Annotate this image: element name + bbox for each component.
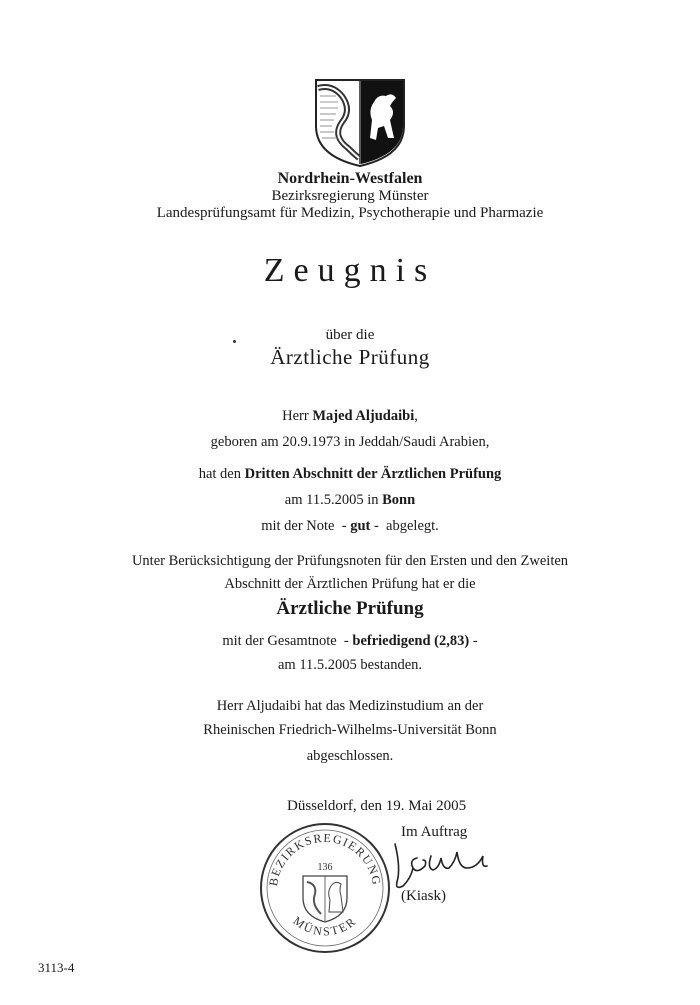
seal-top-text: BEZIRKSREGIERUNG <box>266 830 384 887</box>
date-place-line <box>0 492 700 509</box>
holder-name: Majed Aljudaibi <box>312 408 415 424</box>
document-number: 3113-4 <box>38 960 75 975</box>
study-line-3: abgeschlossen. <box>306 748 394 764</box>
authority-name: Bezirksregierung Münster <box>271 188 429 204</box>
holder-line <box>0 408 700 425</box>
grade-line <box>0 518 700 535</box>
exam-pre: hat den <box>198 466 245 482</box>
exam-name: Dritten Abschnitt der Ärztlichen Prüfung <box>244 466 502 482</box>
place-date: Düsseldorf, den 19. Mai 2005 <box>287 798 467 814</box>
grade-pre: mit der Note - <box>261 518 351 534</box>
date-pre: am 11.5.2005 in <box>284 492 383 508</box>
total-grade: befriedigend (2,83) <box>352 633 470 649</box>
on-behalf: Im Auftrag <box>401 824 468 840</box>
name-suffix: , <box>414 408 418 424</box>
exam-title: Ärztliche Prüfung <box>276 598 424 619</box>
grade-post: - abgelegt. <box>370 518 439 534</box>
total-grade-line <box>0 633 700 650</box>
consider-line-1: Unter Berücksichtigung der Prüfungsnoten für den Ersten und den Zweiten <box>131 553 569 569</box>
seal-number: 136 <box>317 862 333 873</box>
state-name: Nordrhein-Westfalen <box>277 170 423 187</box>
exam-place: Bonn <box>382 492 416 508</box>
grade: gut <box>350 518 371 534</box>
handwritten-signature <box>387 838 497 894</box>
official-seal <box>255 818 395 958</box>
document-title: Zeugnis <box>263 252 437 289</box>
exam-line <box>0 466 700 483</box>
passed-line: am 11.5.2005 bestanden. <box>277 657 423 673</box>
signer-name: (Kiask) <box>401 888 446 904</box>
name-prefix: Herr <box>282 408 313 424</box>
consider-line-2: Abschnitt der Ärztlichen Prüfung hat er die <box>224 576 476 592</box>
nrw-coat-of-arms-icon <box>312 76 408 168</box>
office-name: Landesprüfungsamt für Medizin, Psychotherapie und Pharmazie <box>156 205 544 221</box>
subtitle-small: über die <box>325 327 375 343</box>
study-line-2: Rheinischen Friedrich-Wilhelms-Universität Bonn <box>203 722 497 738</box>
study-line-1: Herr Aljudaibi hat das Medizinstudium an der <box>216 698 484 714</box>
birth-line: geboren am 20.9.1973 in Jeddah/Saudi Arabien, <box>210 434 490 450</box>
subtitle: Ärztliche Prüfung <box>270 345 430 369</box>
seal-bottom-text: MÜNSTER <box>290 913 360 939</box>
total-post: - <box>469 633 478 649</box>
total-pre: mit der Gesamtnote - <box>222 633 353 649</box>
